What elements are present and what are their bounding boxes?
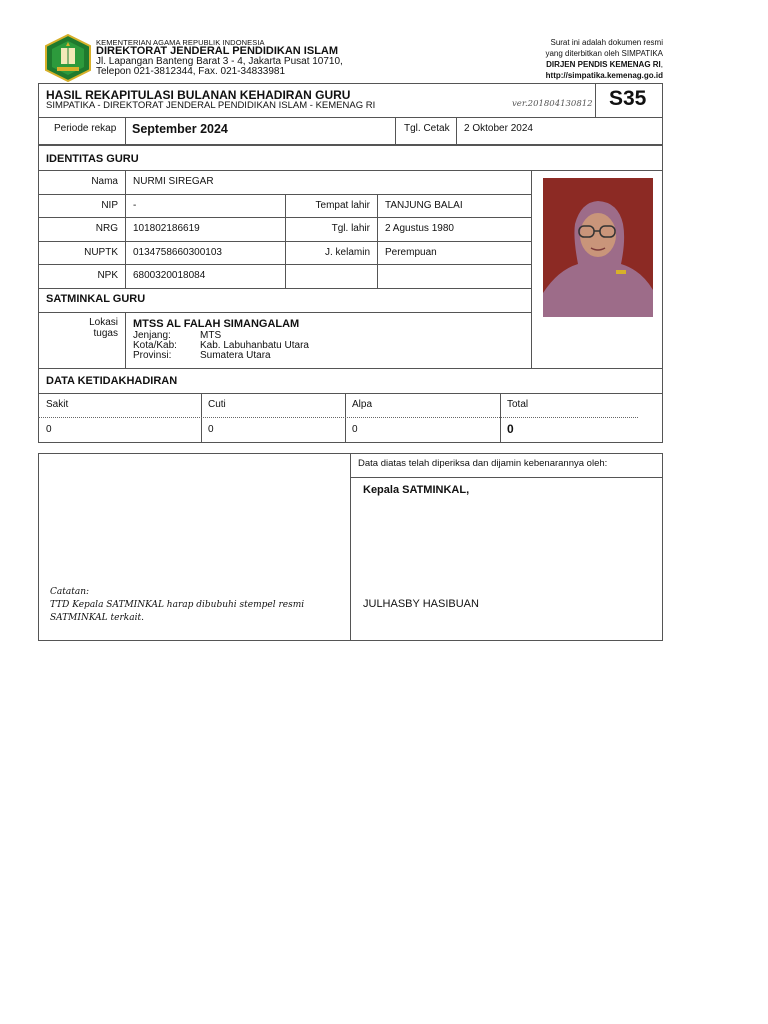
- satminkal-col-line: [125, 312, 126, 368]
- attendance-col-2: [345, 393, 346, 443]
- attendance-header-line: [38, 393, 663, 394]
- kemenag-logo-icon: [43, 34, 93, 82]
- jkel-value: Perempuan: [385, 247, 437, 258]
- report-version: ver.201804130812: [512, 99, 593, 109]
- identity-top-line: [38, 170, 663, 171]
- signature-divider: [350, 453, 351, 641]
- tempat-lahir-label: Tempat lahir: [315, 200, 370, 211]
- nip-label: NIP: [101, 200, 118, 211]
- notice-line-3: DIRJEN PENDIS KEMENAG RI: [546, 60, 661, 69]
- school-details: [133, 331, 309, 361]
- teacher-photo: [543, 178, 653, 317]
- office-address: Jl. Lapangan Banteng Barat 3 - 4, Jakarta Pusat 10710,: [96, 56, 343, 67]
- directorate-name: DIREKTORAT JENDERAL PENDIDIKAN ISLAM: [96, 45, 339, 57]
- mid-col-line: [285, 194, 286, 288]
- satminkal-section-title: SATMINKAL GURU: [46, 293, 146, 305]
- total-value: 0: [507, 422, 514, 436]
- cuti-label: Cuti: [208, 399, 226, 410]
- kota-label: Kota/Kab:: [133, 340, 177, 351]
- title-divider: [595, 83, 596, 118]
- note-line-1: TTD Kepala SATMINKAL harap dibubuhi stempel resmi: [50, 600, 305, 610]
- sakit-label: Sakit: [46, 399, 69, 410]
- jenjang-value: MTS: [200, 330, 222, 341]
- note-title: Catatan:: [50, 587, 90, 597]
- office-phone: Telepon 021-3812344, Fax. 021-34833981: [96, 66, 286, 77]
- tgl-lahir-label: Tgl. lahir: [331, 223, 370, 234]
- notice-url: http://simpatika.kemenag.go.id: [545, 71, 663, 80]
- sakit-value: 0: [46, 424, 52, 435]
- attendance-col-1: [201, 393, 202, 443]
- period-divider-3: [456, 117, 457, 145]
- provinsi-value: Sumatera Utara: [200, 350, 271, 361]
- mid-col-line-2: [377, 194, 378, 288]
- nip-value: -: [133, 200, 137, 211]
- tempat-lahir-value: TANJUNG BALAI: [385, 200, 463, 211]
- note-block: [50, 586, 310, 625]
- notice-line-1: Surat ini adalah dokumen resmi: [550, 38, 663, 47]
- notice-comma: ,: [660, 60, 663, 69]
- lokasi-label-line-2: tugas: [93, 328, 118, 339]
- report-subtitle: SIMPATIKA - DIREKTORAT JENDERAL PENDIDIKAN ISLAM - KEMENAG RI: [46, 100, 376, 111]
- report-title: HASIL REKAPITULASI BULANAN KEHADIRAN GURU: [46, 88, 351, 102]
- attendance-col-3: [500, 393, 501, 443]
- photo-column-line: [531, 170, 532, 368]
- satminkal-top-line: [38, 312, 531, 313]
- period-divider-2: [395, 117, 396, 145]
- official-notice: [545, 37, 663, 81]
- print-date-label: Tgl. Cetak: [404, 123, 450, 134]
- notice-line-2: yang diterbitkan oleh SIMPATIKA: [545, 49, 663, 58]
- nuptk-label: NUPTK: [84, 247, 118, 258]
- nama-value: NURMI SIREGAR: [133, 176, 214, 187]
- tgl-lahir-value: 2 Agustus 1980: [385, 223, 454, 234]
- attendance-section-title: DATA KETIDAKHADIRAN: [46, 375, 178, 387]
- period-divider-1: [125, 117, 126, 145]
- ministry-name: KEMENTERIAN AGAMA REPUBLIK INDONESIA: [96, 38, 265, 47]
- verify-text: Data diatas telah diperiksa dan dijamin kebenarannya oleh:: [358, 458, 608, 469]
- period-label: Periode rekap: [54, 123, 117, 134]
- identity-section-title: IDENTITAS GURU: [46, 153, 139, 165]
- npk-label: NPK: [97, 270, 118, 281]
- signer-role: Kepala SATMINKAL,: [363, 484, 470, 496]
- lokasi-label: [89, 317, 118, 339]
- school-name: MTSS AL FALAH SIMANGALAM: [133, 318, 300, 330]
- jenjang-label: Jenjang:: [133, 330, 171, 341]
- attendance-dotted-line: [38, 417, 638, 418]
- lokasi-label-line-1: Lokasi: [89, 317, 118, 328]
- kota-value: Kab. Labuhanbatu Utara: [200, 340, 309, 351]
- report-code: S35: [609, 87, 647, 110]
- nrg-value: 101802186619: [133, 223, 200, 234]
- teacher-portrait-icon: [543, 178, 653, 317]
- total-label: Total: [507, 399, 529, 410]
- alpa-value: 0: [352, 424, 358, 435]
- cuti-value: 0: [208, 424, 214, 435]
- signer-name: JULHASBY HASIBUAN: [363, 598, 479, 610]
- nama-label: Nama: [91, 176, 118, 187]
- signature-header-line: [350, 477, 663, 478]
- provinsi-label: Provinsi:: [133, 350, 172, 361]
- attendance-top-line: [38, 368, 663, 369]
- print-date-value: 2 Oktober 2024: [464, 123, 533, 134]
- label-col-line: [125, 170, 126, 288]
- period-value: September 2024: [132, 122, 228, 136]
- note-line-2: SATMINKAL terkait.: [50, 613, 144, 623]
- nrg-label: NRG: [95, 223, 118, 234]
- jkel-label: J. kelamin: [324, 247, 370, 258]
- alpa-label: Alpa: [352, 399, 373, 410]
- npk-value: 6800320018084: [133, 270, 206, 281]
- nuptk-value: 0134758660300103: [133, 247, 222, 258]
- row-line-5: [38, 288, 531, 289]
